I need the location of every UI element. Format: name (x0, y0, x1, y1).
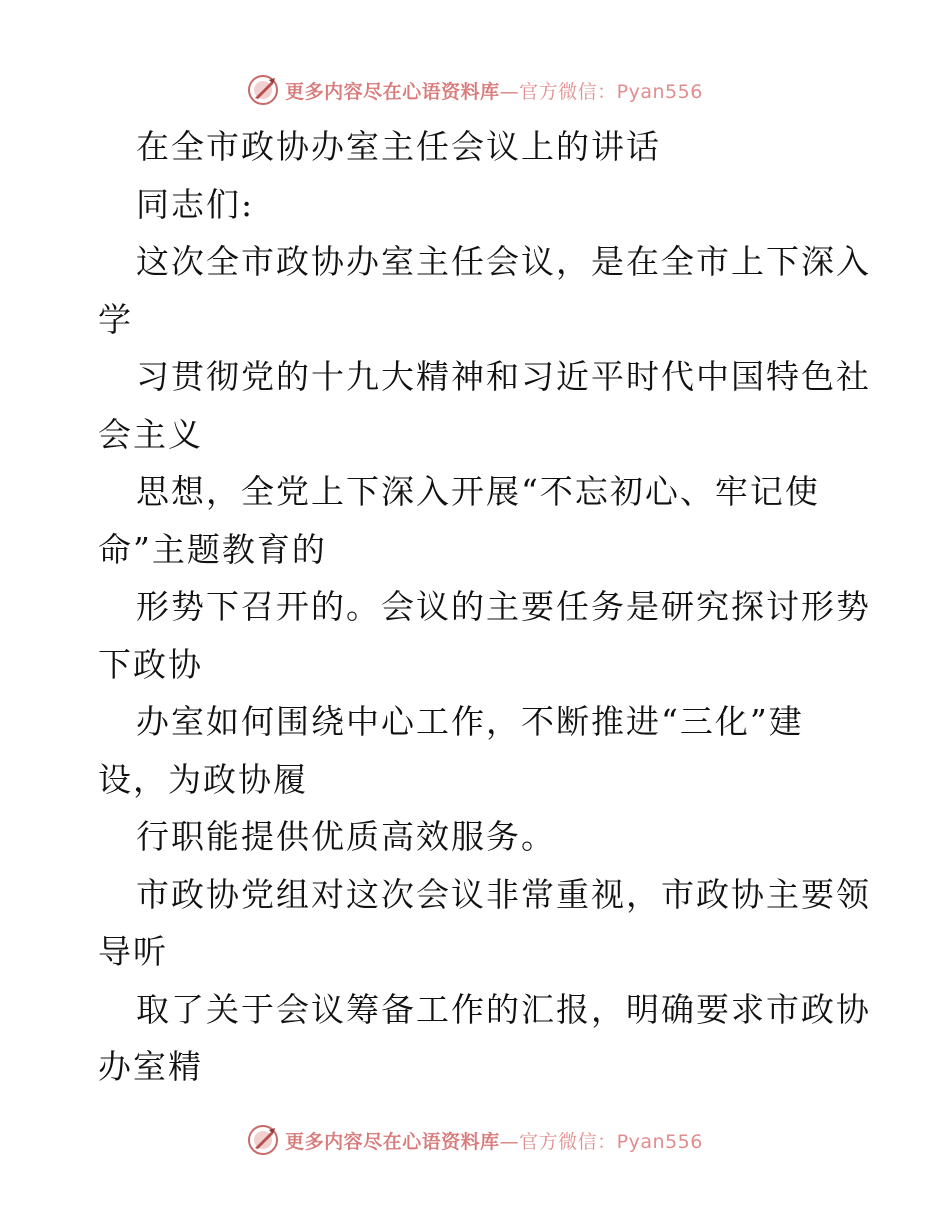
header-banner (0, 70, 950, 110)
banner-wechat-text: 官方微信：Pyan556 (519, 80, 703, 103)
doc-line: 命”主题教育的 (98, 529, 327, 569)
doc-line: 下政协 (98, 644, 203, 684)
doc-line: 市政协党组对这次会议非常重视，市政协主要领 (136, 874, 871, 914)
banner-wechat-text: 官方微信：Pyan556 (519, 1130, 703, 1153)
doc-line: 习贯彻党的十九大精神和习近平时代中国特色社 (136, 357, 871, 396)
document-body (98, 118, 871, 1096)
doc-line: 设，为政协履 (98, 759, 308, 799)
doc-line: 会主义 (98, 414, 203, 454)
banner-site-text: 更多内容尽在心语资料库 (285, 80, 500, 103)
banner-site-text: 更多内容尽在心语资料库 (285, 1130, 500, 1153)
doc-line: 思想，全党上下深入开展“不忘初心、牢记使 (136, 472, 820, 511)
doc-line: 这次全市政协办室主任会议，是在全市上下深入 (136, 242, 871, 281)
doc-line: 形势下召开的。会议的主要任务是研究探讨形势 (136, 587, 871, 626)
quill-logo-icon (247, 74, 279, 106)
doc-line: 取了关于会议筹备工作的汇报，明确要求市政协 (136, 989, 871, 1029)
doc-line: 办室如何围绕中心工作，不断推进“三化”建 (136, 702, 804, 741)
quill-logo-icon (247, 1124, 279, 1156)
footer-banner (0, 1120, 950, 1160)
doc-line: 行职能提供优质高效服务。 (136, 817, 556, 856)
doc-line: 学 (98, 299, 133, 339)
banner-separator: — (499, 1130, 520, 1153)
doc-line: 导听 (98, 932, 168, 971)
banner-separator: — (499, 80, 520, 103)
doc-line: 办室精 (98, 1047, 203, 1086)
doc-line: 在全市政协办室主任会议上的讲话 (136, 127, 661, 166)
doc-line: 同志们: (136, 184, 255, 224)
